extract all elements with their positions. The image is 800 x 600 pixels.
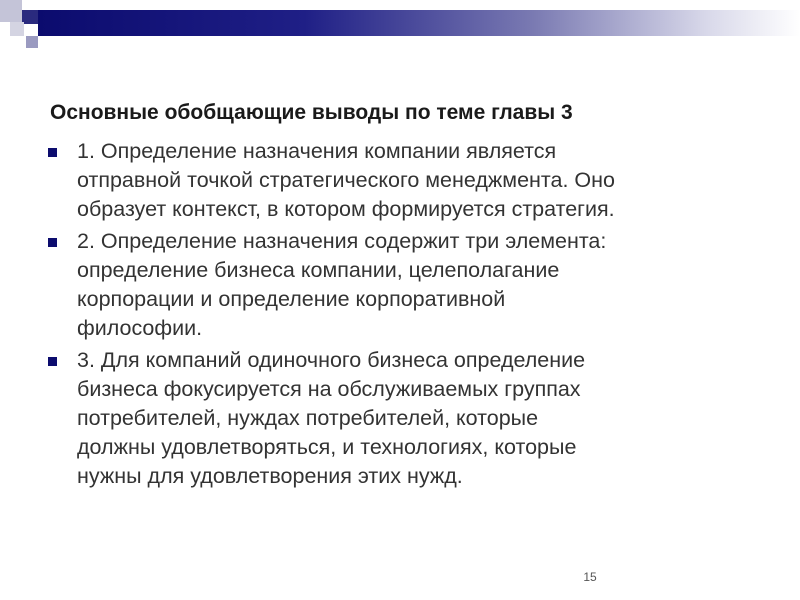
bullet-line: должны удовлетворяться, и технологиях, которые <box>77 435 577 459</box>
bullet-line: нужны для удовлетворения этих нужд. <box>77 464 463 488</box>
square-bullet-icon <box>48 148 57 157</box>
slide-number: 15 <box>583 570 597 584</box>
header-gradient-bar <box>38 10 800 36</box>
bullet-item <box>48 346 763 491</box>
bullet-line: отправной точкой стратегического менеджмента. Оно <box>77 168 615 192</box>
slide-title: Основные обобщающие выводы по теме главы 3 <box>50 101 573 124</box>
bullet-line: определение бизнеса компании, целеполагание <box>77 258 560 282</box>
bullet-line: образует контекст, в котором формируется стратегия. <box>77 197 615 221</box>
bullet-line: корпорации и определение корпоративной <box>77 287 506 311</box>
bullet-line: 2. Определение назначения содержит три элемента: <box>77 229 607 253</box>
square-bullet-icon <box>48 238 57 247</box>
square-bullet-icon <box>48 357 57 366</box>
bullet-line: потребителей, нуждах потребителей, которые <box>77 406 539 430</box>
bullet-line: 3. Для компаний одиночного бизнеса определение <box>77 348 586 372</box>
bullet-line: бизнеса фокусируется на обслуживаемых группах <box>77 377 581 401</box>
bullet-item <box>48 227 763 343</box>
bullet-item <box>48 137 763 224</box>
decorative-square <box>22 10 38 24</box>
bullet-line: 1. Определение назначения компании является <box>77 139 557 163</box>
bullet-line: философии. <box>77 316 203 340</box>
decorative-square <box>10 22 24 36</box>
decorative-square <box>0 0 22 22</box>
decorative-square <box>26 36 38 48</box>
bullet-list <box>48 137 763 494</box>
